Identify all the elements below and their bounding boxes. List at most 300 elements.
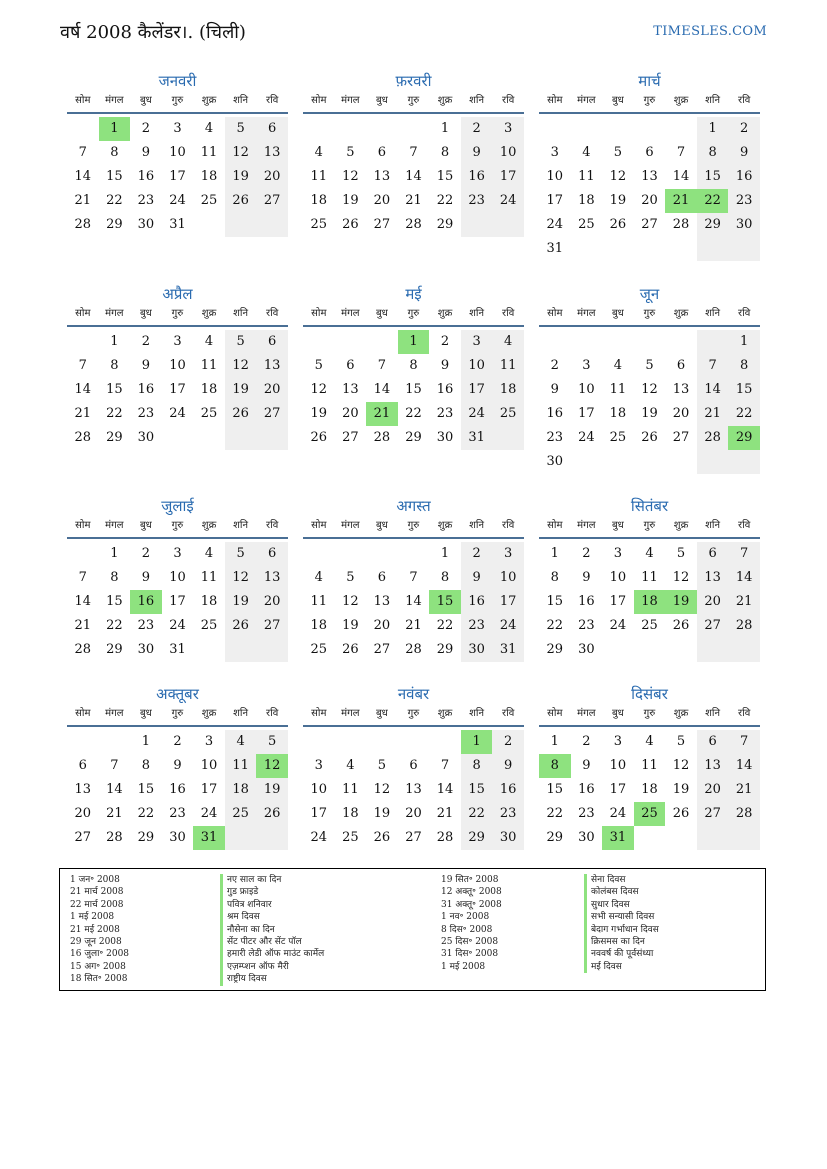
day-cell[interactable]: 28 xyxy=(728,802,760,826)
day-cell[interactable]: 10 xyxy=(169,570,186,585)
holiday-day[interactable]: 8 xyxy=(539,754,571,778)
day-cell[interactable]: 20 xyxy=(74,806,92,821)
day-cell[interactable]: 14 xyxy=(728,566,760,590)
day-cell[interactable]: 27 xyxy=(256,614,288,638)
day-cell[interactable]: 11 xyxy=(200,570,218,585)
day-cell[interactable]: 10 xyxy=(578,382,595,397)
day-cell[interactable]: 21 xyxy=(74,193,92,208)
day-cell[interactable]: 29 xyxy=(461,826,493,850)
day-cell[interactable]: 13 xyxy=(697,566,729,590)
day-cell[interactable]: 24 xyxy=(492,614,524,638)
day-cell[interactable]: 11 xyxy=(641,570,658,585)
day-cell[interactable]: 11 xyxy=(225,754,257,778)
day-cell[interactable]: 7 xyxy=(409,570,418,585)
day-cell[interactable]: 26 xyxy=(225,189,257,213)
day-cell[interactable]: 3 xyxy=(461,330,493,354)
day-cell[interactable]: 12 xyxy=(373,782,391,797)
day-cell[interactable]: 26 xyxy=(342,217,359,232)
day-cell[interactable]: 14 xyxy=(74,594,92,609)
day-cell[interactable]: 28 xyxy=(106,830,123,845)
day-cell[interactable]: 17 xyxy=(169,382,186,397)
day-cell[interactable]: 13 xyxy=(373,169,391,184)
day-cell[interactable]: 30 xyxy=(461,638,493,662)
day-cell[interactable]: 18 xyxy=(641,782,658,797)
day-cell[interactable]: 16 xyxy=(461,165,493,189)
day-cell[interactable]: 5 xyxy=(225,542,257,566)
day-cell[interactable]: 24 xyxy=(310,830,328,845)
holiday-day[interactable]: 21 xyxy=(665,189,697,213)
day-cell[interactable]: 12 xyxy=(342,594,359,609)
day-cell[interactable]: 3 xyxy=(550,145,559,160)
holiday-day[interactable]: 12 xyxy=(256,754,288,778)
day-cell[interactable]: 9 xyxy=(461,566,493,590)
day-cell[interactable]: 31 xyxy=(169,217,186,232)
day-cell[interactable]: 3 xyxy=(492,542,524,566)
day-cell[interactable]: 8 xyxy=(409,358,418,373)
day-cell[interactable]: 20 xyxy=(373,193,391,208)
day-cell[interactable]: 6 xyxy=(377,145,387,160)
day-cell[interactable]: 7 xyxy=(78,358,87,373)
day-cell[interactable]: 5 xyxy=(225,330,257,354)
day-cell[interactable]: 6 xyxy=(377,570,387,585)
day-cell[interactable]: 10 xyxy=(310,782,328,797)
day-cell[interactable]: 28 xyxy=(74,217,92,232)
day-cell[interactable]: 20 xyxy=(342,406,359,421)
day-cell[interactable]: 15 xyxy=(106,594,123,609)
day-cell[interactable]: 14 xyxy=(106,782,123,797)
day-cell[interactable]: 29 xyxy=(697,213,729,237)
day-cell[interactable]: 24 xyxy=(461,402,493,426)
day-cell[interactable]: 18 xyxy=(492,378,524,402)
day-cell[interactable]: 2 xyxy=(440,334,450,349)
day-cell[interactable]: 10 xyxy=(492,566,524,590)
day-cell[interactable]: 8 xyxy=(550,570,559,585)
day-cell[interactable]: 5 xyxy=(314,358,323,373)
day-cell[interactable]: 13 xyxy=(373,594,391,609)
day-cell[interactable]: 3 xyxy=(613,546,623,561)
day-cell[interactable]: 26 xyxy=(373,830,391,845)
day-cell[interactable]: 15 xyxy=(405,382,422,397)
day-cell[interactable]: 21 xyxy=(697,402,729,426)
day-cell[interactable]: 30 xyxy=(546,454,564,469)
day-cell[interactable]: 6 xyxy=(256,117,288,141)
day-cell[interactable]: 8 xyxy=(110,145,119,160)
day-cell[interactable]: 15 xyxy=(461,778,493,802)
day-cell[interactable]: 6 xyxy=(346,358,355,373)
day-cell[interactable]: 19 xyxy=(342,193,359,208)
day-cell[interactable]: 25 xyxy=(492,402,524,426)
day-cell[interactable]: 27 xyxy=(697,614,729,638)
day-cell[interactable]: 3 xyxy=(173,334,182,349)
day-cell[interactable]: 30 xyxy=(578,830,595,845)
day-cell[interactable]: 28 xyxy=(728,614,760,638)
day-cell[interactable]: 27 xyxy=(373,217,391,232)
day-cell[interactable]: 30 xyxy=(137,430,155,445)
day-cell[interactable]: 6 xyxy=(645,145,654,160)
day-cell[interactable]: 14 xyxy=(728,754,760,778)
day-cell[interactable]: 16 xyxy=(578,594,595,609)
day-cell[interactable]: 15 xyxy=(697,165,729,189)
day-cell[interactable]: 4 xyxy=(204,334,214,349)
day-cell[interactable]: 19 xyxy=(225,590,257,614)
day-cell[interactable]: 17 xyxy=(169,594,186,609)
day-cell[interactable]: 17 xyxy=(200,782,218,797)
day-cell[interactable]: 9 xyxy=(141,570,151,585)
day-cell[interactable]: 18 xyxy=(578,193,595,208)
day-cell[interactable]: 7 xyxy=(78,570,87,585)
day-cell[interactable]: 17 xyxy=(546,193,564,208)
day-cell[interactable]: 18 xyxy=(342,806,359,821)
day-cell[interactable]: 1 xyxy=(550,546,559,561)
day-cell[interactable]: 14 xyxy=(74,382,92,397)
day-cell[interactable]: 7 xyxy=(697,354,729,378)
day-cell[interactable]: 22 xyxy=(137,806,155,821)
day-cell[interactable]: 5 xyxy=(377,758,387,773)
holiday-day[interactable]: 1 xyxy=(99,117,131,141)
day-cell[interactable]: 12 xyxy=(672,758,690,773)
day-cell[interactable]: 21 xyxy=(74,618,92,633)
day-cell[interactable]: 3 xyxy=(613,734,623,749)
day-cell[interactable]: 17 xyxy=(609,782,627,797)
day-cell[interactable]: 15 xyxy=(546,782,564,797)
day-cell[interactable]: 29 xyxy=(106,430,123,445)
day-cell[interactable]: 10 xyxy=(492,141,524,165)
holiday-day[interactable]: 1 xyxy=(398,330,430,354)
holiday-day[interactable]: 29 xyxy=(728,426,760,450)
day-cell[interactable]: 8 xyxy=(440,145,450,160)
day-cell[interactable]: 29 xyxy=(436,642,454,657)
day-cell[interactable]: 13 xyxy=(672,382,690,397)
day-cell[interactable]: 26 xyxy=(641,430,658,445)
holiday-day[interactable]: 1 xyxy=(461,730,493,754)
day-cell[interactable]: 14 xyxy=(697,378,729,402)
day-cell[interactable]: 20 xyxy=(641,193,658,208)
day-cell[interactable]: 9 xyxy=(141,358,151,373)
day-cell[interactable]: 24 xyxy=(609,618,627,633)
day-cell[interactable]: 7 xyxy=(409,145,418,160)
day-cell[interactable]: 5 xyxy=(676,734,686,749)
day-cell[interactable]: 27 xyxy=(405,830,422,845)
day-cell[interactable]: 18 xyxy=(225,778,257,802)
day-cell[interactable]: 26 xyxy=(342,642,359,657)
day-cell[interactable]: 11 xyxy=(310,594,328,609)
day-cell[interactable]: 21 xyxy=(728,778,760,802)
day-cell[interactable]: 14 xyxy=(405,594,422,609)
holiday-day[interactable]: 16 xyxy=(130,590,162,614)
day-cell[interactable]: 25 xyxy=(200,618,218,633)
day-cell[interactable]: 2 xyxy=(141,121,151,136)
day-cell[interactable]: 21 xyxy=(106,806,123,821)
day-cell[interactable]: 6 xyxy=(409,758,418,773)
day-cell[interactable]: 1 xyxy=(697,117,729,141)
day-cell[interactable]: 27 xyxy=(697,802,729,826)
day-cell[interactable]: 20 xyxy=(373,618,391,633)
day-cell[interactable]: 15 xyxy=(546,594,564,609)
day-cell[interactable]: 9 xyxy=(550,382,559,397)
day-cell[interactable]: 29 xyxy=(546,830,564,845)
day-cell[interactable]: 14 xyxy=(74,169,92,184)
day-cell[interactable]: 31 xyxy=(492,638,524,662)
day-cell[interactable]: 11 xyxy=(200,145,218,160)
day-cell[interactable]: 7 xyxy=(110,758,119,773)
day-cell[interactable]: 25 xyxy=(641,618,658,633)
day-cell[interactable]: 20 xyxy=(697,778,729,802)
day-cell[interactable]: 20 xyxy=(697,590,729,614)
day-cell[interactable]: 7 xyxy=(440,758,450,773)
day-cell[interactable]: 11 xyxy=(609,382,627,397)
day-cell[interactable]: 25 xyxy=(310,642,328,657)
day-cell[interactable]: 7 xyxy=(728,542,760,566)
day-cell[interactable]: 9 xyxy=(440,358,450,373)
day-cell[interactable]: 27 xyxy=(672,430,690,445)
holiday-day[interactable]: 31 xyxy=(193,826,225,850)
day-cell[interactable]: 16 xyxy=(169,782,186,797)
day-cell[interactable]: 9 xyxy=(173,758,182,773)
day-cell[interactable]: 24 xyxy=(609,806,627,821)
day-cell[interactable]: 9 xyxy=(492,754,524,778)
day-cell[interactable]: 23 xyxy=(169,806,186,821)
day-cell[interactable]: 6 xyxy=(256,330,288,354)
day-cell[interactable]: 4 xyxy=(314,570,323,585)
holiday-day[interactable]: 19 xyxy=(665,590,697,614)
day-cell[interactable]: 23 xyxy=(578,806,595,821)
day-cell[interactable]: 6 xyxy=(256,542,288,566)
day-cell[interactable]: 25 xyxy=(225,802,257,826)
day-cell[interactable]: 29 xyxy=(405,430,422,445)
day-cell[interactable]: 8 xyxy=(728,354,760,378)
day-cell[interactable]: 30 xyxy=(436,430,454,445)
day-cell[interactable]: 5 xyxy=(346,145,355,160)
day-cell[interactable]: 22 xyxy=(436,618,454,633)
day-cell[interactable]: 18 xyxy=(310,193,328,208)
day-cell[interactable]: 9 xyxy=(582,758,591,773)
day-cell[interactable]: 5 xyxy=(225,117,257,141)
day-cell[interactable]: 19 xyxy=(672,782,690,797)
day-cell[interactable]: 5 xyxy=(645,358,654,373)
day-cell[interactable]: 2 xyxy=(141,334,151,349)
day-cell[interactable]: 18 xyxy=(200,382,218,397)
day-cell[interactable]: 25 xyxy=(200,193,218,208)
day-cell[interactable]: 17 xyxy=(578,406,595,421)
day-cell[interactable]: 19 xyxy=(342,618,359,633)
day-cell[interactable]: 22 xyxy=(436,193,454,208)
day-cell[interactable]: 15 xyxy=(106,382,123,397)
day-cell[interactable]: 29 xyxy=(546,642,564,657)
day-cell[interactable]: 23 xyxy=(728,189,760,213)
day-cell[interactable]: 27 xyxy=(342,430,359,445)
day-cell[interactable]: 30 xyxy=(169,830,186,845)
day-cell[interactable]: 17 xyxy=(461,378,493,402)
day-cell[interactable]: 4 xyxy=(204,546,214,561)
day-cell[interactable]: 20 xyxy=(672,406,690,421)
day-cell[interactable]: 27 xyxy=(256,189,288,213)
day-cell[interactable]: 17 xyxy=(169,169,186,184)
day-cell[interactable]: 25 xyxy=(342,830,359,845)
day-cell[interactable]: 4 xyxy=(346,758,355,773)
day-cell[interactable]: 8 xyxy=(110,570,119,585)
day-cell[interactable]: 13 xyxy=(405,782,422,797)
day-cell[interactable]: 4 xyxy=(225,730,257,754)
day-cell[interactable]: 25 xyxy=(200,406,218,421)
day-cell[interactable]: 19 xyxy=(225,378,257,402)
day-cell[interactable]: 11 xyxy=(578,169,595,184)
day-cell[interactable]: 6 xyxy=(676,358,686,373)
day-cell[interactable]: 21 xyxy=(74,406,92,421)
day-cell[interactable]: 20 xyxy=(256,165,288,189)
day-cell[interactable]: 4 xyxy=(645,734,654,749)
day-cell[interactable]: 11 xyxy=(492,354,524,378)
day-cell[interactable]: 19 xyxy=(310,406,328,421)
day-cell[interactable]: 7 xyxy=(377,358,387,373)
day-cell[interactable]: 23 xyxy=(137,406,155,421)
day-cell[interactable]: 23 xyxy=(461,614,493,638)
day-cell[interactable]: 6 xyxy=(697,542,729,566)
day-cell[interactable]: 24 xyxy=(169,618,186,633)
day-cell[interactable]: 28 xyxy=(697,426,729,450)
day-cell[interactable]: 16 xyxy=(137,169,155,184)
day-cell[interactable]: 19 xyxy=(609,193,627,208)
day-cell[interactable]: 26 xyxy=(225,402,257,426)
day-cell[interactable]: 18 xyxy=(609,406,627,421)
day-cell[interactable]: 4 xyxy=(314,145,323,160)
day-cell[interactable]: 12 xyxy=(225,354,257,378)
day-cell[interactable]: 17 xyxy=(310,806,328,821)
day-cell[interactable]: 31 xyxy=(461,426,493,450)
day-cell[interactable]: 4 xyxy=(613,358,623,373)
day-cell[interactable]: 21 xyxy=(728,590,760,614)
day-cell[interactable]: 3 xyxy=(173,121,182,136)
day-cell[interactable]: 26 xyxy=(310,430,328,445)
day-cell[interactable]: 5 xyxy=(613,145,623,160)
day-cell[interactable]: 9 xyxy=(141,145,151,160)
day-cell[interactable]: 25 xyxy=(578,217,595,232)
day-cell[interactable]: 9 xyxy=(461,141,493,165)
day-cell[interactable]: 22 xyxy=(546,618,564,633)
day-cell[interactable]: 16 xyxy=(436,382,454,397)
day-cell[interactable]: 16 xyxy=(461,590,493,614)
day-cell[interactable]: 22 xyxy=(405,406,422,421)
day-cell[interactable]: 7 xyxy=(78,145,87,160)
day-cell[interactable]: 22 xyxy=(106,193,123,208)
day-cell[interactable]: 7 xyxy=(676,145,686,160)
day-cell[interactable]: 24 xyxy=(578,430,595,445)
day-cell[interactable]: 14 xyxy=(405,169,422,184)
day-cell[interactable]: 28 xyxy=(672,217,690,232)
day-cell[interactable]: 5 xyxy=(346,570,355,585)
day-cell[interactable]: 26 xyxy=(672,806,690,821)
day-cell[interactable]: 13 xyxy=(256,141,288,165)
day-cell[interactable]: 25 xyxy=(310,217,328,232)
day-cell[interactable]: 29 xyxy=(137,830,155,845)
day-cell[interactable]: 21 xyxy=(405,618,422,633)
day-cell[interactable]: 8 xyxy=(461,754,493,778)
holiday-day[interactable]: 18 xyxy=(634,590,666,614)
day-cell[interactable]: 27 xyxy=(256,402,288,426)
day-cell[interactable]: 28 xyxy=(405,217,422,232)
day-cell[interactable]: 23 xyxy=(137,193,155,208)
day-cell[interactable]: 11 xyxy=(200,358,218,373)
day-cell[interactable]: 2 xyxy=(582,546,591,561)
day-cell[interactable]: 1 xyxy=(110,546,119,561)
day-cell[interactable]: 16 xyxy=(137,382,155,397)
day-cell[interactable]: 4 xyxy=(645,546,654,561)
holiday-day[interactable]: 22 xyxy=(697,189,729,213)
day-cell[interactable]: 20 xyxy=(256,378,288,402)
day-cell[interactable]: 23 xyxy=(492,802,524,826)
day-cell[interactable]: 2 xyxy=(141,546,151,561)
day-cell[interactable]: 25 xyxy=(609,430,627,445)
day-cell[interactable]: 3 xyxy=(173,546,182,561)
day-cell[interactable]: 12 xyxy=(342,169,359,184)
day-cell[interactable]: 13 xyxy=(697,754,729,778)
day-cell[interactable]: 24 xyxy=(169,406,186,421)
day-cell[interactable]: 14 xyxy=(436,782,454,797)
day-cell[interactable]: 31 xyxy=(169,642,186,657)
day-cell[interactable]: 17 xyxy=(492,590,524,614)
day-cell[interactable]: 12 xyxy=(225,141,257,165)
day-cell[interactable]: 24 xyxy=(169,193,186,208)
day-cell[interactable]: 11 xyxy=(641,758,658,773)
holiday-day[interactable]: 15 xyxy=(429,590,461,614)
day-cell[interactable]: 30 xyxy=(728,213,760,237)
day-cell[interactable]: 22 xyxy=(728,402,760,426)
day-cell[interactable]: 27 xyxy=(373,642,391,657)
day-cell[interactable]: 28 xyxy=(405,642,422,657)
day-cell[interactable]: 14 xyxy=(672,169,690,184)
day-cell[interactable]: 26 xyxy=(609,217,627,232)
day-cell[interactable]: 4 xyxy=(204,121,214,136)
day-cell[interactable]: 31 xyxy=(546,241,564,256)
day-cell[interactable]: 18 xyxy=(310,618,328,633)
day-cell[interactable]: 2 xyxy=(582,734,591,749)
day-cell[interactable]: 12 xyxy=(672,570,690,585)
day-cell[interactable]: 10 xyxy=(169,145,186,160)
day-cell[interactable]: 1 xyxy=(440,121,450,136)
day-cell[interactable]: 10 xyxy=(461,354,493,378)
day-cell[interactable]: 2 xyxy=(728,117,760,141)
day-cell[interactable]: 20 xyxy=(256,590,288,614)
day-cell[interactable]: 23 xyxy=(436,406,454,421)
day-cell[interactable]: 19 xyxy=(225,165,257,189)
day-cell[interactable]: 3 xyxy=(204,734,214,749)
day-cell[interactable]: 1 xyxy=(141,734,151,749)
day-cell[interactable]: 13 xyxy=(641,169,658,184)
day-cell[interactable]: 13 xyxy=(74,782,92,797)
day-cell[interactable]: 15 xyxy=(728,378,760,402)
day-cell[interactable]: 23 xyxy=(578,618,595,633)
day-cell[interactable]: 10 xyxy=(609,758,627,773)
day-cell[interactable]: 1 xyxy=(728,330,760,354)
day-cell[interactable]: 10 xyxy=(546,169,564,184)
day-cell[interactable]: 14 xyxy=(373,382,391,397)
day-cell[interactable]: 9 xyxy=(728,141,760,165)
day-cell[interactable]: 3 xyxy=(314,758,323,773)
day-cell[interactable]: 27 xyxy=(641,217,658,232)
day-cell[interactable]: 27 xyxy=(74,830,92,845)
day-cell[interactable]: 24 xyxy=(200,806,218,821)
day-cell[interactable]: 10 xyxy=(609,570,627,585)
day-cell[interactable]: 8 xyxy=(440,570,450,585)
day-cell[interactable]: 12 xyxy=(225,566,257,590)
day-cell[interactable]: 2 xyxy=(461,542,493,566)
day-cell[interactable]: 4 xyxy=(582,145,591,160)
day-cell[interactable]: 24 xyxy=(492,189,524,213)
day-cell[interactable]: 30 xyxy=(137,217,155,232)
day-cell[interactable]: 6 xyxy=(697,730,729,754)
day-cell[interactable]: 28 xyxy=(74,642,92,657)
day-cell[interactable]: 21 xyxy=(436,806,454,821)
day-cell[interactable]: 23 xyxy=(546,430,564,445)
